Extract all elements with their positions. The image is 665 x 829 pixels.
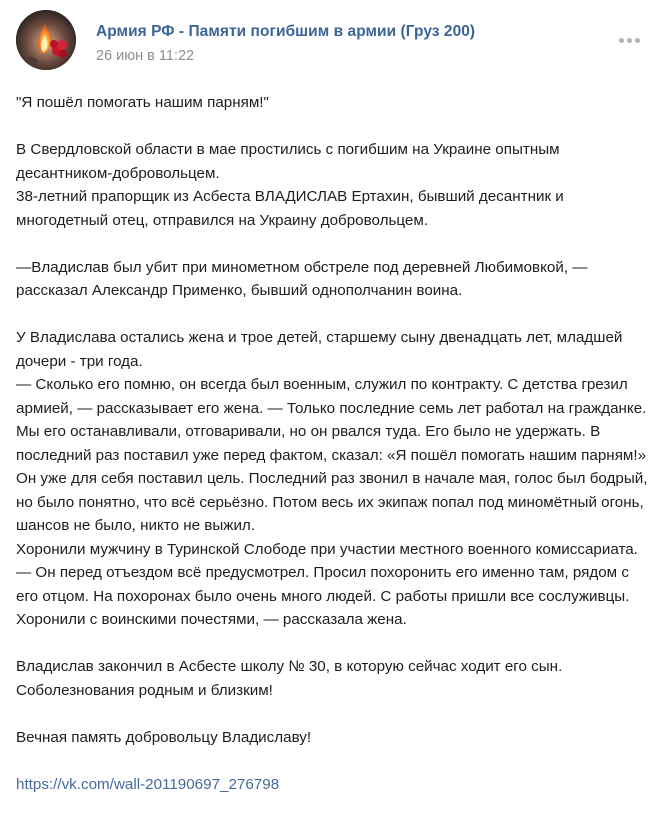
community-name[interactable]: Армия РФ - Памяти погибшим в армии (Груз 200) xyxy=(96,23,476,40)
post-header xyxy=(16,10,649,70)
post-paragraph-colleague: —Владислав был убит при минометном обстреле под деревней Любимовкой, — рассказал Александр Применко, бывший однополчанин воина. xyxy=(16,258,588,299)
memorial-avatar-icon xyxy=(16,10,76,70)
post-paragraph-family: У Владислава остались жена и трое детей, старшему сыну двенадцать лет, младшей дочери - три года. — Сколько его помню, он всегда был военным, служил по контракту. С детства грезил армией, — рассказывает его жена. — Только последние семь лет работал на гражданке. Мы его останавливали, отговаривали, но он рвался туда. Его было не удержать. В последний раз поставил уже перед фактом, сказал: «Я пошёл помогать нашим парням!» Он уже для себя поставил цель. Последний раз звонил в начале мая, голос был бодрый, но было понятно, что всё серьёзно. Потом весь их экипаж попал под миномётный огонь, шансов не было, никто не выжил. Хоронили мужчину в Туринской Слободе при участии местного военного комиссариата. — Он перед отъездом всё предусмотрел. Просил похоронить его именно там, рядом с его отцом. На похоронах было очень много людей. С работы пришли все сослуживцы. Хоронили с воинскими почестями, — рассказала жена. xyxy=(16,329,648,628)
post-paragraph-memory: Вечная память добровольцу Владиславу! xyxy=(16,728,312,746)
source-link[interactable]: https://vk.com/wall-201190697_276798 xyxy=(16,775,280,793)
community-avatar[interactable] xyxy=(16,10,76,70)
post-paragraph-quote: "Я пошёл помогать нашим парням!" xyxy=(16,94,269,111)
post-paragraph-school: Владислав закончил в Асбесте школу № 30, в которую сейчас ходит его сын. Соболезнования родным и близким! xyxy=(16,658,563,699)
more-dots-icon[interactable] xyxy=(619,38,641,44)
post-date[interactable]: 26 июн в 11:22 xyxy=(96,48,195,64)
post-text xyxy=(16,91,648,820)
post-paragraph-intro: В Свердловской области в мае простились с погибшим на Украине опытным десантником-добровольцем. 38-летний прапорщик из Асбеста ВЛАДИСЛАВ Ертахин, бывший десантник и многодетный отец, отправился на Украину добровольцем. xyxy=(16,141,564,229)
